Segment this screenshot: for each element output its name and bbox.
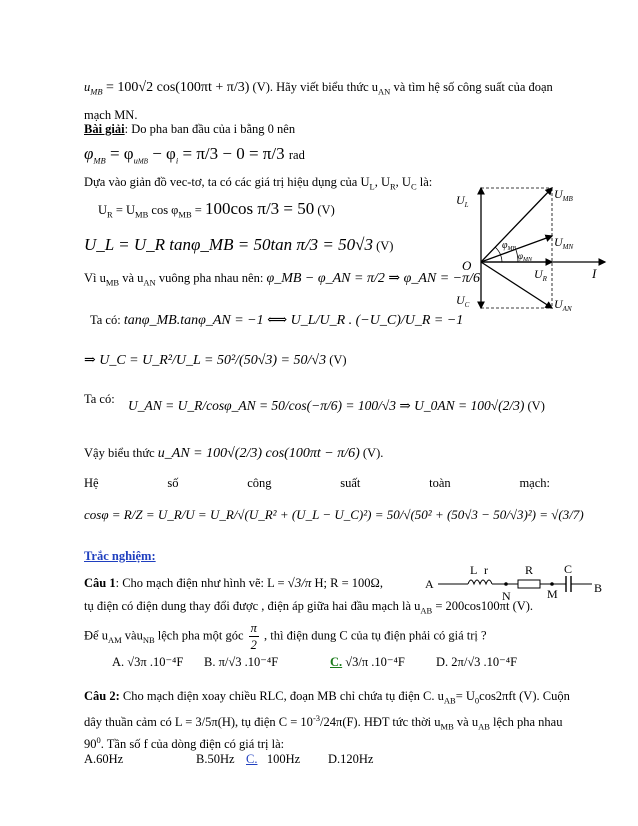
ur-value: 100cos π/3 = 50: [204, 199, 315, 218]
label-umn: $U_{MN}$: [554, 235, 574, 251]
q1-option-d[interactable]: D. 2π/√3 .10⁻⁴F: [436, 655, 518, 669]
umb-sub: MB: [90, 86, 103, 97]
taco-1: Ta có: tanφ_MB.tanφ_AN = −1 ⟺ U_L/U_R . (−U_C)/U_R = −1: [90, 313, 464, 328]
uc-unit: (V): [329, 353, 347, 367]
q1-option-c[interactable]: C. √3/π .10⁻⁴F: [330, 655, 405, 669]
vay-line: Vậy biểu thức u_AN = 100√(2/3) cos(100πt − π/6) (V).: [84, 446, 384, 461]
umb-symbol: u: [84, 80, 91, 94]
q1-option-a[interactable]: A. √3π .10⁻⁴F: [112, 655, 184, 669]
intro-sub: AN: [378, 86, 391, 97]
q2-line-1: Câu 2: Cho mạch điện xoay chiều RLC, đoạn MB chỉ chứa tụ điện C. $u_{AB}= U_0\cos 2\pi ft$ (V). Cuộn: [84, 689, 570, 706]
node-n: [504, 582, 508, 586]
label-umb: $U_{MB}$: [554, 187, 573, 203]
label-origin: O: [462, 258, 472, 273]
ur-unit: (V): [317, 203, 335, 217]
circuit-label-c: C: [564, 562, 573, 576]
ur-line: $U_R = U_{MB}$ $\cos \varphi_{MB} = 100\cos$ π/3 = 50 (V): [98, 199, 335, 220]
inductor-coil: [468, 580, 492, 584]
q2-option-c[interactable]: C. 100Hz: [246, 752, 301, 766]
label-uc: $U_C$: [456, 293, 470, 309]
intro-line-2: mạch MN.: [84, 108, 138, 122]
he-so-line: Hệ số công suất toàn mạch:: [84, 476, 550, 490]
diagram-text: Dựa vào giản đồ vec-tơ, ta có các giá trị hiệu dụng của $U_L$, $U_R$, $U_C$ là:: [84, 175, 433, 192]
q1-option-b[interactable]: B. π/√3 .10⁻⁴F: [204, 655, 279, 669]
q1-line-1: Câu 1: Cho mạch điện như hình vẽ: L = √3/π H; R = 100Ω,: [84, 575, 383, 590]
circuit-label-n: N: [502, 589, 511, 603]
label-ur: $U_R$: [534, 267, 547, 283]
intro-line-1: [84, 80, 553, 100]
q1-label: Câu 1: [84, 576, 116, 590]
circuit-label-r: R: [525, 563, 534, 577]
intro-text: (V). Hãy viết biểu thức u: [252, 80, 379, 94]
vector-diagram: [440, 178, 610, 328]
label-ul: $U_L$: [456, 193, 469, 209]
circuit-label-b: B: [594, 581, 603, 595]
vay-unit: (V).: [362, 446, 384, 460]
circuit-label-l: L: [470, 563, 478, 577]
q2-line-2: dây thuần cảm có L = 3/5π(H), tụ điện $C = 10^{-3}/24\pi(F)$. HĐT tức thời $u_{MB}$ và $u_{AB}$ lệch pha nhau: [84, 713, 563, 732]
perp-line: Vì $u_{MB}$ và $u_{AN}$ vuông pha nhau nên: φ_MB − φ_AN = π/2 ⇒ φ_AN = −π/6: [84, 271, 481, 288]
q2-option-b[interactable]: B.50Hz: [196, 752, 235, 766]
tan-equation: tanφ_MB.tanφ_AN = −1 ⟺ U_L/U_R . (−U_C)/U_R = −1: [123, 313, 464, 328]
phi-equation: $\varphi_{MB} = \varphi_{uMB} - \varphi_i = \pi/3 - 0 = \pi/3$ rad: [84, 144, 305, 166]
cos-equation-line: [84, 507, 584, 523]
uc-line: [84, 353, 347, 368]
rad-unit: rad: [288, 148, 305, 162]
circuit-label-a: A: [425, 577, 434, 591]
umn-vector: [481, 236, 552, 262]
uan-unit: (V): [527, 399, 545, 413]
perp-equation: φ_MB − φ_AN = π/2 ⇒ φ_AN = −π/6: [266, 271, 481, 286]
q2-label: Câu 2:: [84, 689, 120, 703]
q1-line-2: tụ điện có điện dung thay đổi được , điện áp giữa hai đầu mạch là $u_{AB} = 200\cos 100\pi t$ (V).: [84, 599, 534, 616]
umb-equation: = 100√2 cos(100πt + π/3): [102, 80, 250, 95]
circuit-diagram: [424, 562, 606, 606]
ul-unit: (V): [376, 239, 394, 253]
label-current: I: [592, 266, 597, 281]
ul-value: U_L = U_R tanφ_MB = 50tan π/3 = 50√3: [84, 235, 373, 254]
vay-equation: u_AN = 100√(2/3) cos(100πt − π/6): [157, 446, 360, 461]
q2-option-a[interactable]: A.60Hz: [84, 752, 124, 766]
resistor: [518, 580, 540, 588]
q1-line-3: Để $u_{AM}$ vàu$_{NB}$ lệch pha một góc $\frac{\pi}{2}$ , thì điện dung C của tụ điện phải có giá trị ?: [84, 621, 487, 652]
label-phimb: $\varphi_{MB}$: [502, 240, 517, 252]
circuit-label-m: M: [547, 587, 558, 601]
cos-equation: cosφ = R/Z = U_R/U = U_R/√(U_R² + (U_L − U_C)²) = 50/√(50² + (50√3 − 50/√3)²) = √(3/7): [84, 507, 584, 522]
uan-equation: U_AN = U_R/cosφ_AN = 50/cos(−π/6) = 100/√3 ⇒ U_0AN = 100√(2/3): [128, 398, 525, 413]
q2-option-d[interactable]: D.120Hz: [328, 752, 374, 766]
node-m: [550, 582, 554, 586]
uan-line: [128, 398, 545, 414]
solution-heading: Bài giải: [84, 122, 125, 136]
label-phimn: $\varphi_{MN}$: [518, 251, 532, 263]
ul-line: [84, 237, 393, 254]
circuit-label-r-small: r: [484, 563, 488, 577]
pi-over-2: $\frac{\pi}{2}$: [250, 621, 257, 652]
taco-2: Ta có:: [84, 392, 115, 406]
quiz-heading: Trắc nghiệm:: [84, 549, 156, 563]
solution-heading-tail: : Do pha ban đầu của i bằng 0 nên: [124, 122, 296, 136]
q1-inductance: √3/π: [287, 575, 312, 590]
intro-tail: và tìm hệ số công suất của đoạn: [390, 80, 553, 94]
solution-heading-line: [84, 122, 295, 137]
uc-equation: ⇒ U_C = U_R²/U_L = 50²/(50√3) = 50/√3: [84, 353, 327, 368]
q2-line-3: $90^0$. Tần số f của dòng điện có giá trị là:: [84, 735, 285, 752]
label-uan: $U_{AN}$: [554, 297, 572, 313]
